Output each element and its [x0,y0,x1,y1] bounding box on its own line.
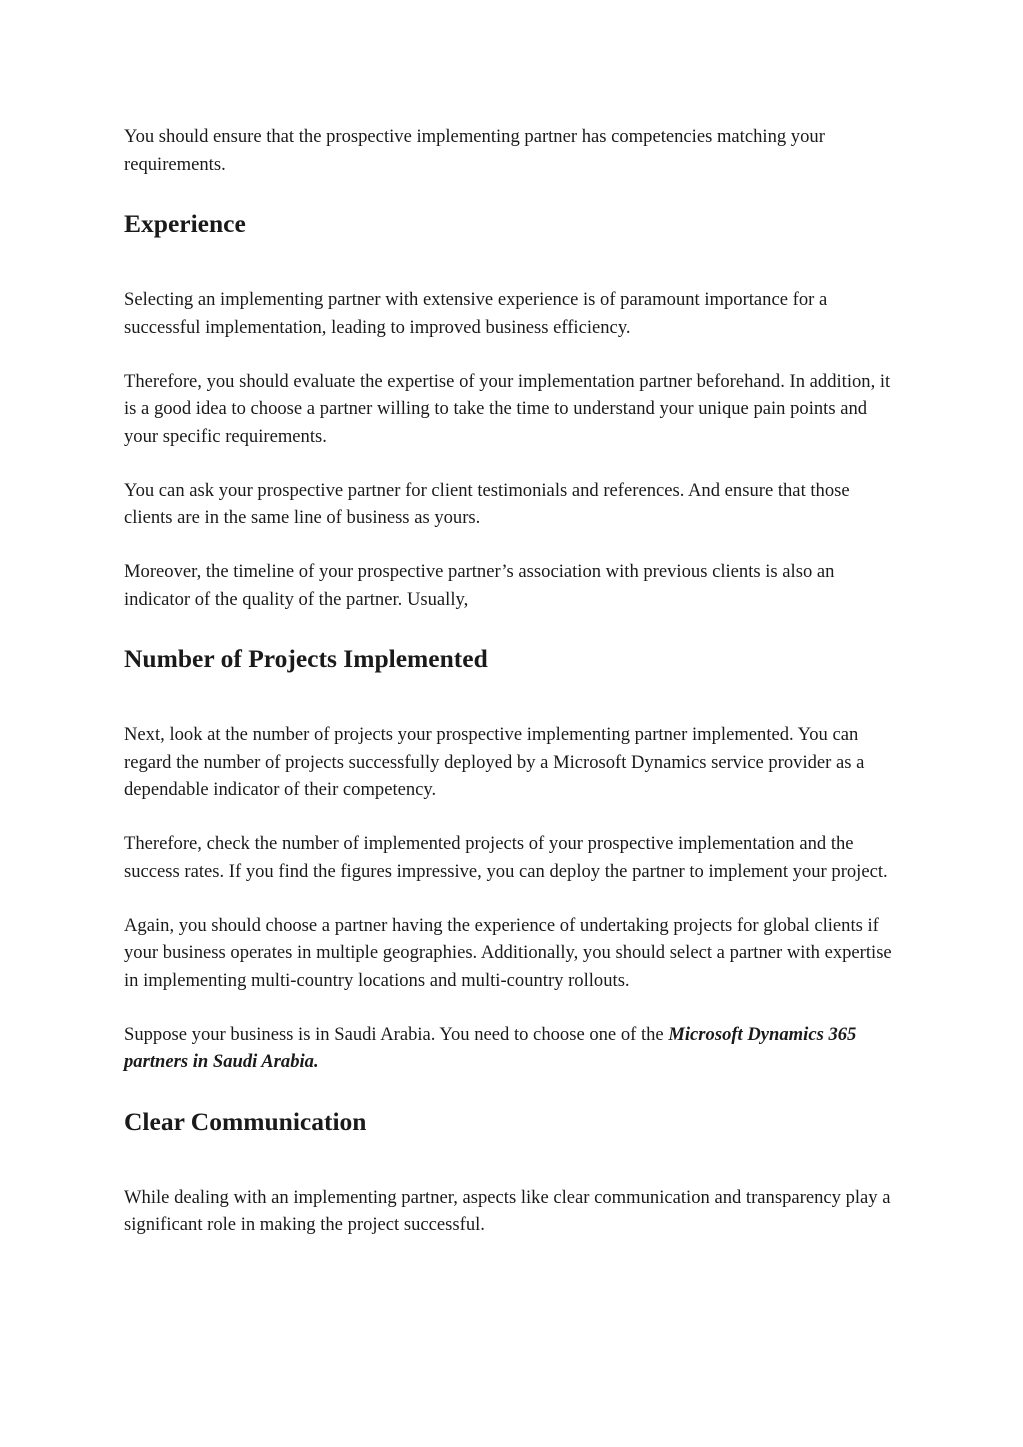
experience-paragraph-3: You can ask your prospective partner for client testimonials and references. And ensure that those clients are in the same line of business as yours. [124,479,850,528]
microsoft-dynamics-emphasis: Microsoft Dynamics 365 partners in Saudi Arabia. [124,1023,857,1072]
projects-paragraph-2: Therefore, check the number of implemented projects of your prospective implementation and the success rates. If you find the figures impressive, you can deploy the partner to implement your project. [124,833,888,882]
heading-experience: Experience [124,209,246,238]
communication-paragraph-1: While dealing with an implementing partner, aspects like clear communication and transparency play a significant role in making the project successful. [124,1186,891,1235]
projects-paragraph-3: Again, you should choose a partner having the experience of undertaking projects for global clients if your business operates in multiple geographies. Additionally, you should select a partner with expertise in implementing multi-country locations and multi-country rollouts. [124,914,892,991]
projects-paragraph-4-text: Suppose your business is in Saudi Arabia. You need to choose one of the [124,1023,669,1045]
heading-clear-communication: Clear Communication [124,1106,367,1136]
experience-paragraph-2: Therefore, you should evaluate the expertise of your implementation partner beforehand. In addition, it is a good idea to choose a partner willing to take the time to understand your unique pain points and your specific requirements. [124,370,891,447]
projects-paragraph-1: Next, look at the number of projects your prospective implementing partner implemented. You can regard the number of projects successfully deployed by a Microsoft Dynamics service provider as a dependable indicator of their competency. [124,724,865,800]
experience-paragraph-1: Selecting an implementing partner with extensive experience is of paramount importance for a successful implementation, leading to improved business efficiency. [124,289,828,338]
projects-paragraph-4 [124,1021,893,1076]
intro-paragraph: You should ensure that the prospective implementing partner has competencies matching your requirements. [124,126,825,175]
heading-number-of-projects: Number of Projects Implemented [124,644,488,673]
experience-paragraph-4: Moreover, the timeline of your prospective partner’s association with previous clients is also an indicator of the quality of the partner. Usually, [124,561,835,610]
